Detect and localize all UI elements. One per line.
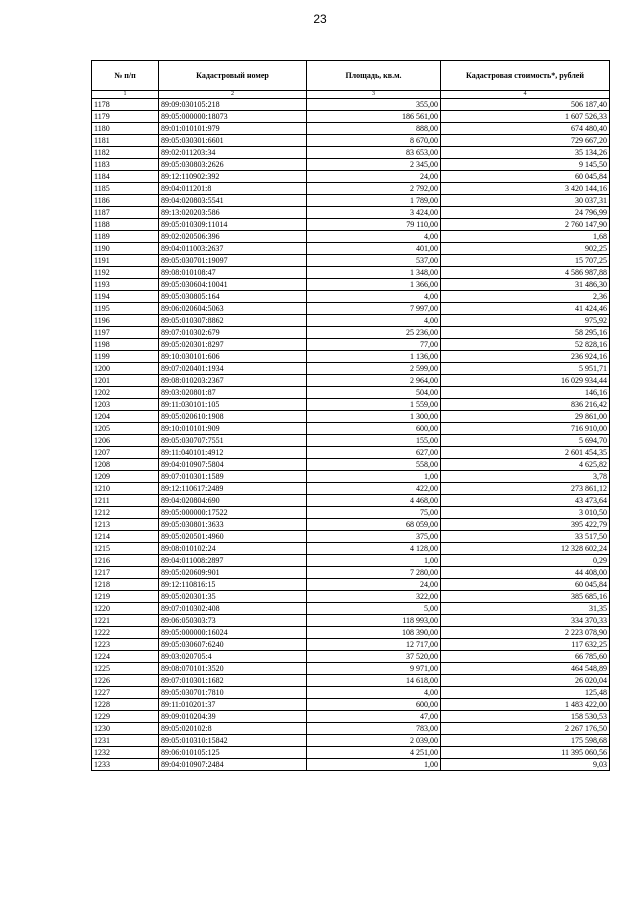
cadastral-value: 60 045,84: [441, 171, 610, 183]
area: 888,00: [307, 123, 441, 135]
area: 4 128,00: [307, 543, 441, 555]
cadastral-value: 29 861,00: [441, 411, 610, 423]
area: 3 424,00: [307, 207, 441, 219]
area: 37 520,00: [307, 651, 441, 663]
row-index: 1207: [92, 447, 159, 459]
area: 68 059,00: [307, 519, 441, 531]
row-index: 1178: [92, 99, 159, 111]
table-row: [92, 687, 610, 699]
table-row: [92, 759, 610, 771]
cadastral-number: 89:07:010302:408: [159, 603, 307, 615]
table-row: [92, 435, 610, 447]
area: 1 789,00: [307, 195, 441, 207]
column-number: 1: [92, 91, 159, 99]
header-cadastral-value: Кадастровая стоимость*, рублей: [441, 61, 610, 91]
header-area: Площадь, кв.м.: [307, 61, 441, 91]
area: 322,00: [307, 591, 441, 603]
cadastral-value: 2 223 078,90: [441, 627, 610, 639]
table-row: [92, 615, 610, 627]
cadastral-value: 44 408,00: [441, 567, 610, 579]
row-index: 1205: [92, 423, 159, 435]
row-index: 1209: [92, 471, 159, 483]
table-row: [92, 243, 610, 255]
cadastral-value: 146,16: [441, 387, 610, 399]
cadastral-number: 89:12:110816:15: [159, 579, 307, 591]
cadastral-value: 15 707,25: [441, 255, 610, 267]
cadastral-value: 464 548,89: [441, 663, 610, 675]
cadastral-number: 89:05:030803:2626: [159, 159, 307, 171]
area: 4,00: [307, 687, 441, 699]
table-row: [92, 639, 610, 651]
area: 4,00: [307, 231, 441, 243]
area: 504,00: [307, 387, 441, 399]
cadastral-value: 1 483 422,00: [441, 699, 610, 711]
area: 355,00: [307, 99, 441, 111]
cadastral-number: 89:06:050303:73: [159, 615, 307, 627]
cadastral-value: 395 422,79: [441, 519, 610, 531]
row-index: 1211: [92, 495, 159, 507]
column-number: 2: [159, 91, 307, 99]
cadastral-number: 89:02:020506:396: [159, 231, 307, 243]
area: 1 348,00: [307, 267, 441, 279]
table-row: [92, 207, 610, 219]
table-row: [92, 723, 610, 735]
area: 2 039,00: [307, 735, 441, 747]
cadastral-value: 9,03: [441, 759, 610, 771]
table-row: [92, 411, 610, 423]
cadastral-number: 89:10:030101:606: [159, 351, 307, 363]
cadastral-number: 89:05:010307:8862: [159, 315, 307, 327]
cadastral-value: 0,29: [441, 555, 610, 567]
row-index: 1199: [92, 351, 159, 363]
row-index: 1228: [92, 699, 159, 711]
area: 1 559,00: [307, 399, 441, 411]
row-index: 1229: [92, 711, 159, 723]
area: 2 599,00: [307, 363, 441, 375]
cadastral-value: 836 216,42: [441, 399, 610, 411]
cadastral-value: 3 420 144,16: [441, 183, 610, 195]
cadastral-value: 5 694,70: [441, 435, 610, 447]
table-row: [92, 699, 610, 711]
table-row: [92, 591, 610, 603]
cadastral-value: 24 796,99: [441, 207, 610, 219]
row-index: 1223: [92, 639, 159, 651]
row-index: 1233: [92, 759, 159, 771]
cadastral-value: 3,78: [441, 471, 610, 483]
cadastral-value: 2,36: [441, 291, 610, 303]
cadastral-value: 716 910,00: [441, 423, 610, 435]
area: 8 670,00: [307, 135, 441, 147]
table-row: [92, 711, 610, 723]
table-row: [92, 555, 610, 567]
cadastral-value: 2 267 176,50: [441, 723, 610, 735]
area: 375,00: [307, 531, 441, 543]
row-index: 1215: [92, 543, 159, 555]
row-index: 1221: [92, 615, 159, 627]
table-row: [92, 255, 610, 267]
area: 401,00: [307, 243, 441, 255]
row-index: 1214: [92, 531, 159, 543]
area: 1 136,00: [307, 351, 441, 363]
table-row: [92, 507, 610, 519]
cadastral-number: 89:03:020705:4: [159, 651, 307, 663]
table-row: [92, 579, 610, 591]
area: 600,00: [307, 423, 441, 435]
row-index: 1216: [92, 555, 159, 567]
table-row: [92, 567, 610, 579]
row-index: 1230: [92, 723, 159, 735]
area: 9 971,00: [307, 663, 441, 675]
table-row: [92, 315, 610, 327]
row-index: 1204: [92, 411, 159, 423]
row-index: 1192: [92, 267, 159, 279]
area: 7 997,00: [307, 303, 441, 315]
area: 600,00: [307, 699, 441, 711]
table-row: [92, 123, 610, 135]
row-index: 1202: [92, 387, 159, 399]
table-row: [92, 291, 610, 303]
cadastral-number: 89:05:020609:901: [159, 567, 307, 579]
row-index: 1181: [92, 135, 159, 147]
area: 186 561,00: [307, 111, 441, 123]
area: 2 345,00: [307, 159, 441, 171]
area: 5,00: [307, 603, 441, 615]
cadastral-number: 89:04:011201:8: [159, 183, 307, 195]
cadastral-number: 89:08:070101:3520: [159, 663, 307, 675]
cadastral-number: 89:13:020203:586: [159, 207, 307, 219]
row-index: 1220: [92, 603, 159, 615]
area: 2 964,00: [307, 375, 441, 387]
cadastral-number: 89:11:040101:4912: [159, 447, 307, 459]
row-index: 1194: [92, 291, 159, 303]
table-row: [92, 471, 610, 483]
area: 4 251,00: [307, 747, 441, 759]
cadastral-number: 89:08:010108:47: [159, 267, 307, 279]
cadastral-value: 30 037,31: [441, 195, 610, 207]
table-row: [92, 99, 610, 111]
table-row: [92, 351, 610, 363]
table-row: [92, 531, 610, 543]
row-index: 1219: [92, 591, 159, 603]
cadastral-value: 26 020,04: [441, 675, 610, 687]
table-row: [92, 651, 610, 663]
table-row: [92, 399, 610, 411]
row-index: 1231: [92, 735, 159, 747]
row-index: 1208: [92, 459, 159, 471]
cadastral-value: 9 145,50: [441, 159, 610, 171]
cadastral-number: 89:05:030801:3633: [159, 519, 307, 531]
row-index: 1179: [92, 111, 159, 123]
cadastral-value: 175 598,68: [441, 735, 610, 747]
area: 1,00: [307, 555, 441, 567]
cadastral-number: 89:05:030301:6601: [159, 135, 307, 147]
table-row: [92, 279, 610, 291]
row-index: 1190: [92, 243, 159, 255]
row-index: 1224: [92, 651, 159, 663]
column-number-row: [92, 91, 610, 99]
area: 77,00: [307, 339, 441, 351]
row-index: 1188: [92, 219, 159, 231]
area: 4,00: [307, 315, 441, 327]
cadastral-number: 89:04:011008:2897: [159, 555, 307, 567]
table-row: [92, 483, 610, 495]
table-row: [92, 135, 610, 147]
cadastral-number: 89:04:010907:2484: [159, 759, 307, 771]
area: 118 993,00: [307, 615, 441, 627]
cadastral-value: 902,25: [441, 243, 610, 255]
cadastral-value: 334 370,33: [441, 615, 610, 627]
row-index: 1213: [92, 519, 159, 531]
table-row: [92, 663, 610, 675]
header-cadastral-number: Кадастровый номер: [159, 61, 307, 91]
area: 7 280,00: [307, 567, 441, 579]
row-index: 1206: [92, 435, 159, 447]
row-index: 1212: [92, 507, 159, 519]
cadastral-value: 975,92: [441, 315, 610, 327]
row-index: 1182: [92, 147, 159, 159]
area: 1 300,00: [307, 411, 441, 423]
table-row: [92, 171, 610, 183]
cadastral-number: 89:05:020501:4960: [159, 531, 307, 543]
area: 108 390,00: [307, 627, 441, 639]
table-row: [92, 159, 610, 171]
row-index: 1187: [92, 207, 159, 219]
cadastral-value: 33 517,50: [441, 531, 610, 543]
cadastral-number: 89:09:030105:218: [159, 99, 307, 111]
table-row: [92, 327, 610, 339]
row-index: 1232: [92, 747, 159, 759]
cadastral-number: 89:04:020804:690: [159, 495, 307, 507]
cadastral-number: 89:06:020604:5063: [159, 303, 307, 315]
table-row: [92, 495, 610, 507]
cadastral-value: 2 760 147,90: [441, 219, 610, 231]
cadastral-value: 4 625,82: [441, 459, 610, 471]
table-row: [92, 735, 610, 747]
cadastral-number: 89:05:000000:17522: [159, 507, 307, 519]
cadastral-number: 89:12:110617:2489: [159, 483, 307, 495]
area: 1,00: [307, 471, 441, 483]
cadastral-value: 158 530,53: [441, 711, 610, 723]
row-index: 1218: [92, 579, 159, 591]
row-index: 1195: [92, 303, 159, 315]
row-index: 1226: [92, 675, 159, 687]
cadastral-number: 89:05:000000:18073: [159, 111, 307, 123]
table-row: [92, 543, 610, 555]
table-row: [92, 195, 610, 207]
cadastral-value: 236 924,16: [441, 351, 610, 363]
cadastral-value: 43 473,64: [441, 495, 610, 507]
cadastral-number: 89:11:010201:37: [159, 699, 307, 711]
table-row: [92, 375, 610, 387]
area: 75,00: [307, 507, 441, 519]
cadastral-number: 89:11:030101:105: [159, 399, 307, 411]
cadastral-number: 89:08:010102:24: [159, 543, 307, 555]
table-row: [92, 447, 610, 459]
cadastral-number: 89:05:030805:164: [159, 291, 307, 303]
cadastral-number: 89:05:030701:19097: [159, 255, 307, 267]
cadastral-value: 1 607 526,33: [441, 111, 610, 123]
cadastral-number: 89:05:020610:1908: [159, 411, 307, 423]
area: 558,00: [307, 459, 441, 471]
row-index: 1196: [92, 315, 159, 327]
cadastral-value: 11 395 060,56: [441, 747, 610, 759]
cadastral-number: 89:05:020301:35: [159, 591, 307, 603]
table-body: [92, 99, 610, 771]
area: 24,00: [307, 579, 441, 591]
cadastral-value: 31,35: [441, 603, 610, 615]
table-row: [92, 111, 610, 123]
cadastral-number: 89:05:010309:11014: [159, 219, 307, 231]
cadastral-number: 89:04:020803:5541: [159, 195, 307, 207]
cadastral-value: 729 667,20: [441, 135, 610, 147]
cadastral-table: [91, 60, 610, 771]
cadastral-value: 52 828,16: [441, 339, 610, 351]
table-row: [92, 387, 610, 399]
area: 83 653,00: [307, 147, 441, 159]
row-index: 1186: [92, 195, 159, 207]
table-row: [92, 267, 610, 279]
area: 4,00: [307, 291, 441, 303]
cadastral-number: 89:03:020801:87: [159, 387, 307, 399]
cadastral-number: 89:05:030604:10041: [159, 279, 307, 291]
cadastral-value: 66 785,60: [441, 651, 610, 663]
table-row: [92, 747, 610, 759]
cadastral-value: 125,48: [441, 687, 610, 699]
row-index: 1184: [92, 171, 159, 183]
cadastral-value: 4 586 987,88: [441, 267, 610, 279]
header-row: [92, 61, 610, 91]
row-index: 1200: [92, 363, 159, 375]
table-row: [92, 303, 610, 315]
area: 537,00: [307, 255, 441, 267]
cadastral-number: 89:04:010907:5804: [159, 459, 307, 471]
row-index: 1222: [92, 627, 159, 639]
cadastral-number: 89:12:110902:392: [159, 171, 307, 183]
row-index: 1191: [92, 255, 159, 267]
row-index: 1189: [92, 231, 159, 243]
cadastral-number: 89:07:010302:679: [159, 327, 307, 339]
cadastral-value: 385 685,16: [441, 591, 610, 603]
cadastral-number: 89:07:020401:1934: [159, 363, 307, 375]
table-row: [92, 183, 610, 195]
table-row: [92, 219, 610, 231]
cadastral-number: 89:04:011003:2637: [159, 243, 307, 255]
table-row: [92, 603, 610, 615]
cadastral-value: 35 134,26: [441, 147, 610, 159]
cadastral-value: 41 424,46: [441, 303, 610, 315]
cadastral-value: 117 632,25: [441, 639, 610, 651]
area: 422,00: [307, 483, 441, 495]
row-index: 1225: [92, 663, 159, 675]
table-row: [92, 339, 610, 351]
cadastral-value: 5 951,71: [441, 363, 610, 375]
cadastral-number: 89:05:010310:15842: [159, 735, 307, 747]
row-index: 1217: [92, 567, 159, 579]
cadastral-value: 60 045,84: [441, 579, 610, 591]
cadastral-value: 58 295,16: [441, 327, 610, 339]
page-number: 23: [313, 12, 327, 26]
area: 25 236,00: [307, 327, 441, 339]
row-index: 1183: [92, 159, 159, 171]
cadastral-number: 89:01:010101:979: [159, 123, 307, 135]
cadastral-number: 89:05:030707:7551: [159, 435, 307, 447]
cadastral-number: 89:07:010301:1589: [159, 471, 307, 483]
row-index: 1210: [92, 483, 159, 495]
cadastral-number: 89:05:030607:6240: [159, 639, 307, 651]
cadastral-number: 89:09:010204:39: [159, 711, 307, 723]
table-row: [92, 627, 610, 639]
cadastral-number: 89:06:010105:125: [159, 747, 307, 759]
row-index: 1201: [92, 375, 159, 387]
row-index: 1193: [92, 279, 159, 291]
cadastral-number: 89:05:030701:7810: [159, 687, 307, 699]
area: 24,00: [307, 171, 441, 183]
cadastral-value: 2 601 454,35: [441, 447, 610, 459]
area: 14 618,00: [307, 675, 441, 687]
cadastral-value: 1,68: [441, 231, 610, 243]
cadastral-number: 89:08:010203:2367: [159, 375, 307, 387]
cadastral-value: 31 486,30: [441, 279, 610, 291]
table-row: [92, 675, 610, 687]
area: 12 717,00: [307, 639, 441, 651]
table-row: [92, 459, 610, 471]
row-index: 1197: [92, 327, 159, 339]
area: 2 792,00: [307, 183, 441, 195]
cadastral-value: 506 187,40: [441, 99, 610, 111]
cadastral-value: 16 029 934,44: [441, 375, 610, 387]
header-index: № п/п: [92, 61, 159, 91]
cadastral-number: 89:07:010301:1682: [159, 675, 307, 687]
area: 627,00: [307, 447, 441, 459]
cadastral-value: 674 480,40: [441, 123, 610, 135]
cadastral-value: 12 328 602,24: [441, 543, 610, 555]
column-number: 4: [441, 91, 610, 99]
cadastral-number: 89:05:000000:16024: [159, 627, 307, 639]
cadastral-value: 3 010,50: [441, 507, 610, 519]
area: 1 366,00: [307, 279, 441, 291]
cadastral-number: 89:05:020301:8297: [159, 339, 307, 351]
area: 1,00: [307, 759, 441, 771]
area: 47,00: [307, 711, 441, 723]
area: 79 110,00: [307, 219, 441, 231]
cadastral-number: 89:05:020102:8: [159, 723, 307, 735]
row-index: 1185: [92, 183, 159, 195]
row-index: 1227: [92, 687, 159, 699]
table-row: [92, 147, 610, 159]
row-index: 1203: [92, 399, 159, 411]
area: 155,00: [307, 435, 441, 447]
column-number: 3: [307, 91, 441, 99]
table-row: [92, 363, 610, 375]
table-row: [92, 231, 610, 243]
area: 4 468,00: [307, 495, 441, 507]
table-row: [92, 519, 610, 531]
cadastral-value: 273 861,12: [441, 483, 610, 495]
cadastral-number: 89:02:011203:34: [159, 147, 307, 159]
row-index: 1198: [92, 339, 159, 351]
area: 783,00: [307, 723, 441, 735]
table-row: [92, 423, 610, 435]
cadastral-number: 89:10:010101:909: [159, 423, 307, 435]
row-index: 1180: [92, 123, 159, 135]
